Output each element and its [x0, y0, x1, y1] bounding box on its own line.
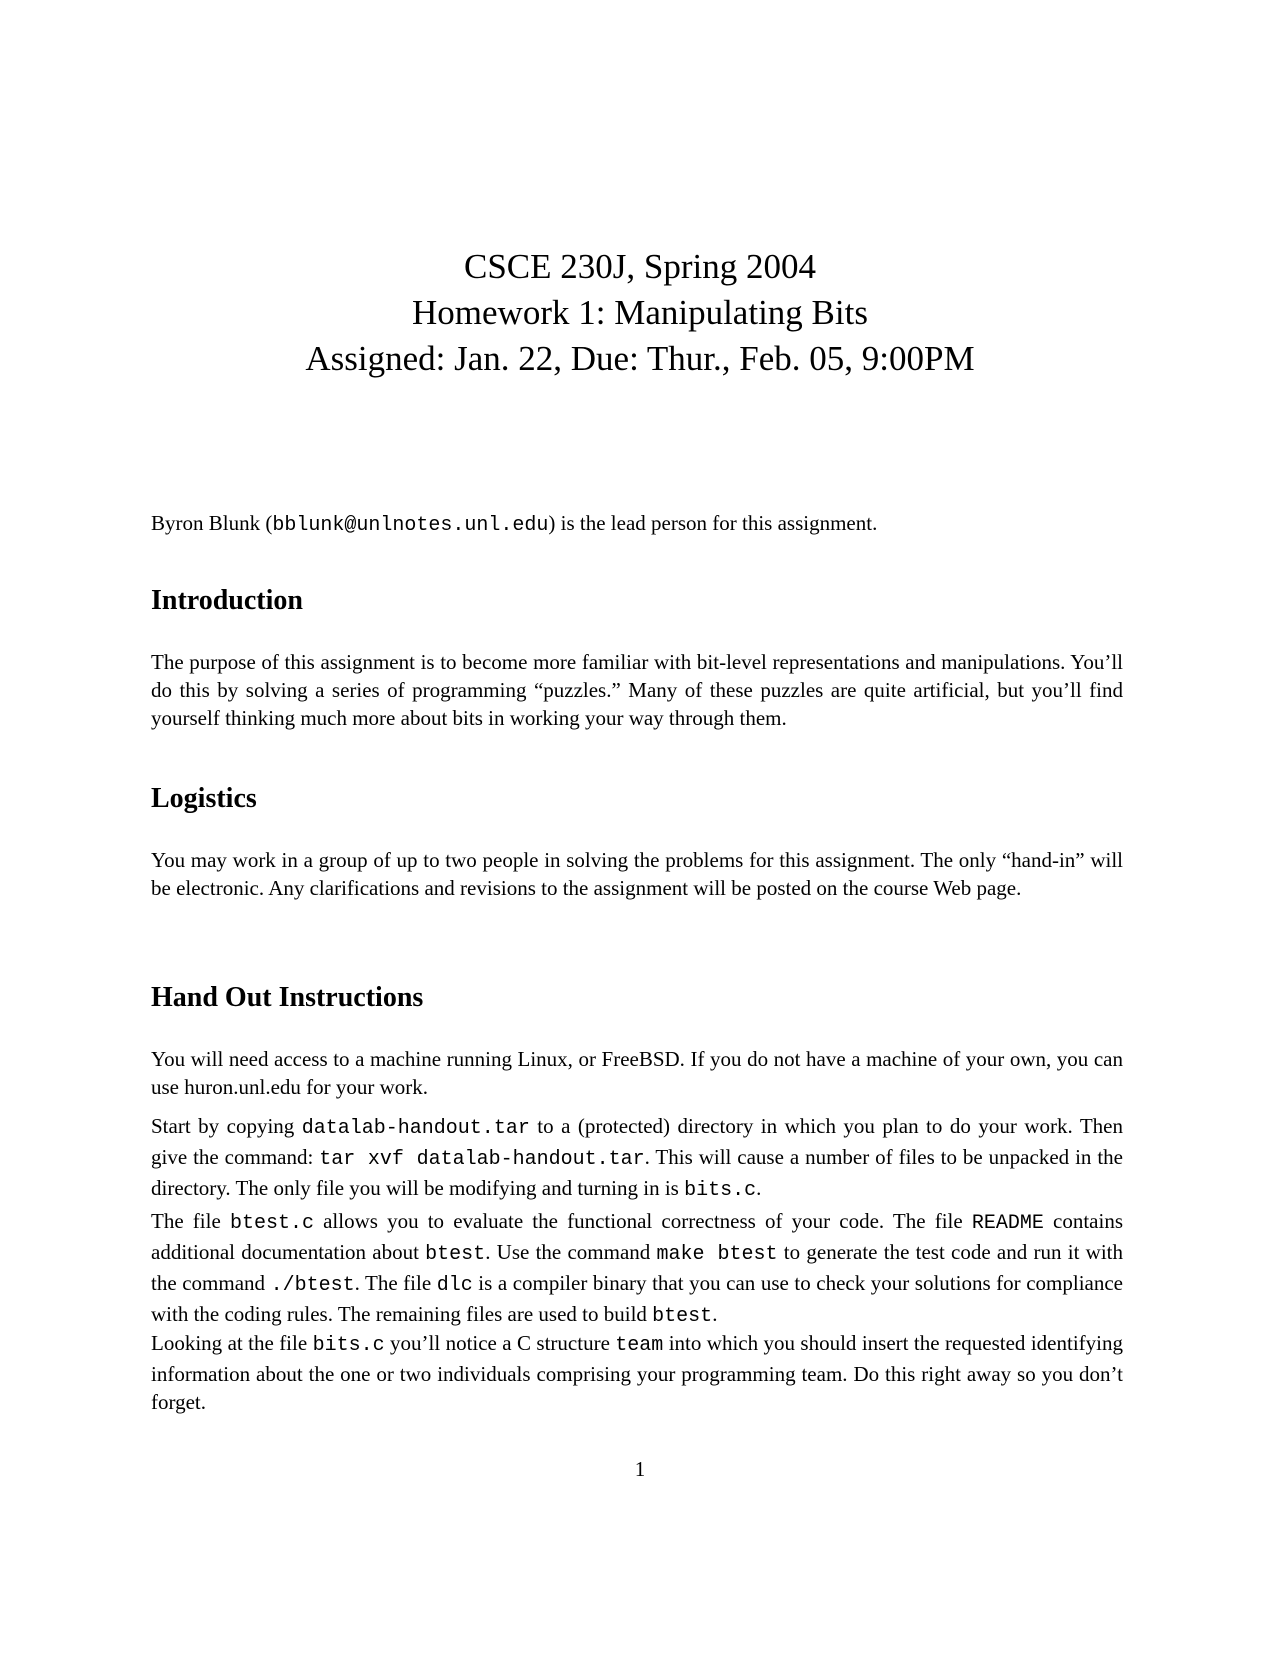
handout-paragraph-3: [151, 1207, 1123, 1331]
homework-title: Homework 1: Manipulating Bits: [412, 293, 868, 332]
title-block: [0, 244, 1280, 382]
handout-paragraph-1: You will need access to a machine running Linux, or FreeBSD. If you do not have a machine of your own, you can use huron.unl.edu for your work.: [151, 1047, 1123, 1099]
text-run: to a (protected) directory in which you plan to do your work. Then give the command:: [151, 1114, 1123, 1169]
code-bits-c: bits.c: [312, 1334, 385, 1357]
text-run: Looking at the file: [151, 1331, 313, 1355]
text-run: to generate the test code and run it with the command: [151, 1240, 1123, 1295]
text-run: The file: [151, 1209, 230, 1233]
logistics-heading: Logistics: [151, 783, 257, 814]
text-run: Start by copying: [151, 1114, 302, 1138]
text-run: is a compiler binary that you can use to check your solutions for compliance with the coding rules. The remaining files are used to build: [151, 1271, 1123, 1326]
text-run: contains additional documentation about: [151, 1209, 1123, 1264]
code-readme: README: [971, 1212, 1044, 1235]
code-dlc: dlc: [436, 1274, 473, 1297]
page-number: 1: [634, 1457, 646, 1481]
handout-paragraph-2: [151, 1112, 1123, 1205]
text-run: . Use the command: [485, 1240, 657, 1264]
lead-person-line: [151, 509, 1123, 540]
text-run: you’ll notice a C structure: [384, 1331, 616, 1355]
lead-email: bblunk@unlnotes.unl.edu: [272, 514, 549, 537]
logistics-paragraph: You may work in a group of up to two people in solving the problems for this assignment. The only “hand-in” will be electronic. Any clarifications and revisions to the assignment will be posted on the course Web page.: [151, 848, 1123, 900]
course-title: CSCE 230J, Spring 2004: [464, 247, 816, 286]
handout-heading: Hand Out Instructions: [151, 982, 424, 1013]
text-run: . This will cause a number of files to be unpacked in the directory. The only file you will be modifying and turning in is: [151, 1145, 1123, 1200]
assignment-dates: Assigned: Jan. 22, Due: Thur., Feb. 05, 9:00PM: [305, 339, 975, 378]
code-tar-command: tar xvf datalab-handout.tar: [319, 1148, 645, 1171]
lead-name: Byron Blunk (: [151, 511, 273, 535]
introduction-heading: Introduction: [151, 585, 303, 616]
code-btest-c: btest.c: [229, 1212, 314, 1235]
text-run: .: [712, 1302, 718, 1326]
text-run: .: [756, 1176, 762, 1200]
lead-rest: ) is the lead person for this assignment.: [548, 511, 878, 535]
text-run: into which you should insert the requested identifying information about the one or two individuals comprising your programming team. Do this right away so you don’t forget.: [151, 1331, 1123, 1414]
code-bits-file: bits.c: [684, 1179, 757, 1202]
code-btest: btest: [425, 1243, 486, 1266]
code-btest-build: btest: [652, 1305, 713, 1328]
code-run-btest: ./btest: [270, 1274, 355, 1297]
code-make-btest: make btest: [656, 1243, 778, 1266]
text-run: . The file: [354, 1271, 437, 1295]
code-team: team: [615, 1334, 664, 1357]
code-tar-file: datalab-handout.tar: [301, 1117, 530, 1140]
text-run: allows you to evaluate the functional correctness of your code. The file: [313, 1209, 972, 1233]
handout-paragraph-4: [151, 1329, 1123, 1416]
introduction-paragraph: The purpose of this assignment is to become more familiar with bit-level representations and manipulations. You’ll do this by solving a series of programming “puzzles.” Many of these puzzles are quite artificial, but you’ll find yourself thinking much more about bits in working your way through them.: [151, 650, 1123, 730]
